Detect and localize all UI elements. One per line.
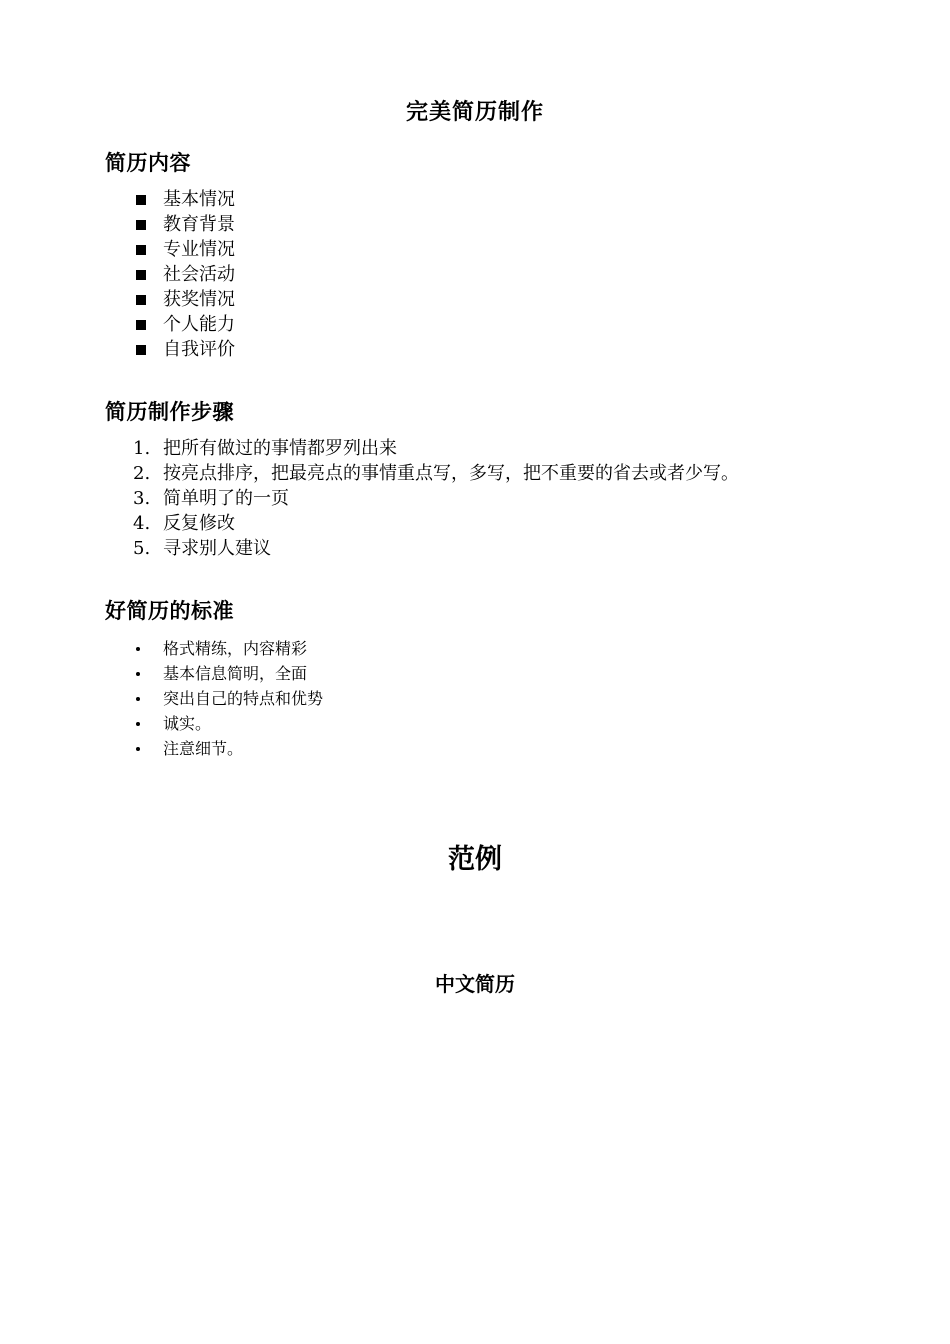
dot-bullet-icon [136,722,140,726]
list-item-text: 基本信息简明，全面 [163,664,308,683]
dot-bullet-icon [136,747,140,751]
list-item-text: 社会活动 [163,264,235,285]
list-number: 5. [133,538,151,559]
list-item-text: 获奖情况 [163,289,235,310]
list-item-text: 按亮点排序，把最亮点的事情重点写，多写，把不重要的省去或者少写。 [163,463,739,484]
section-heading-resume-steps: 简历制作步骤 [105,400,234,424]
list-item-text: 格式精练，内容精彩 [163,639,308,658]
list-item-text: 专业情况 [163,239,235,260]
square-bullet-icon [136,220,146,230]
list-item-text: 诚实。 [163,714,212,733]
list-item-text: 简单明了的一页 [163,488,289,509]
document-title: 完美简历制作 [405,100,544,125]
list-item-text: 教育背景 [163,214,235,235]
list-item-text: 注意细节。 [163,739,244,758]
list-item-text: 自我评价 [163,339,235,360]
list-number: 3. [133,488,151,509]
list-item-text: 个人能力 [163,314,235,335]
section-heading-good-resume-standards: 好简历的标准 [105,599,234,623]
list-number: 1. [133,438,151,459]
dot-bullet-icon [136,672,140,676]
chinese-resume-title: 中文简历 [435,972,515,996]
square-bullet-icon [136,345,146,355]
square-bullet-icon [136,320,146,330]
square-bullet-icon [136,245,146,255]
list-item-text: 基本情况 [163,189,235,210]
example-title: 范例 [448,844,502,875]
dot-bullet-icon [136,647,140,651]
section-heading-resume-contents: 简历内容 [105,151,191,175]
square-bullet-icon [136,195,146,205]
square-bullet-icon [136,295,146,305]
list-item-text: 把所有做过的事情都罗列出来 [163,438,397,459]
dot-bullet-icon [136,697,140,701]
list-item-text: 突出自己的特点和优势 [163,689,324,708]
list-item-text: 寻求别人建议 [163,538,271,559]
square-bullet-icon [136,270,146,280]
list-number: 4. [133,513,151,534]
list-item-text: 反复修改 [163,513,235,534]
list-number: 2. [133,463,151,484]
